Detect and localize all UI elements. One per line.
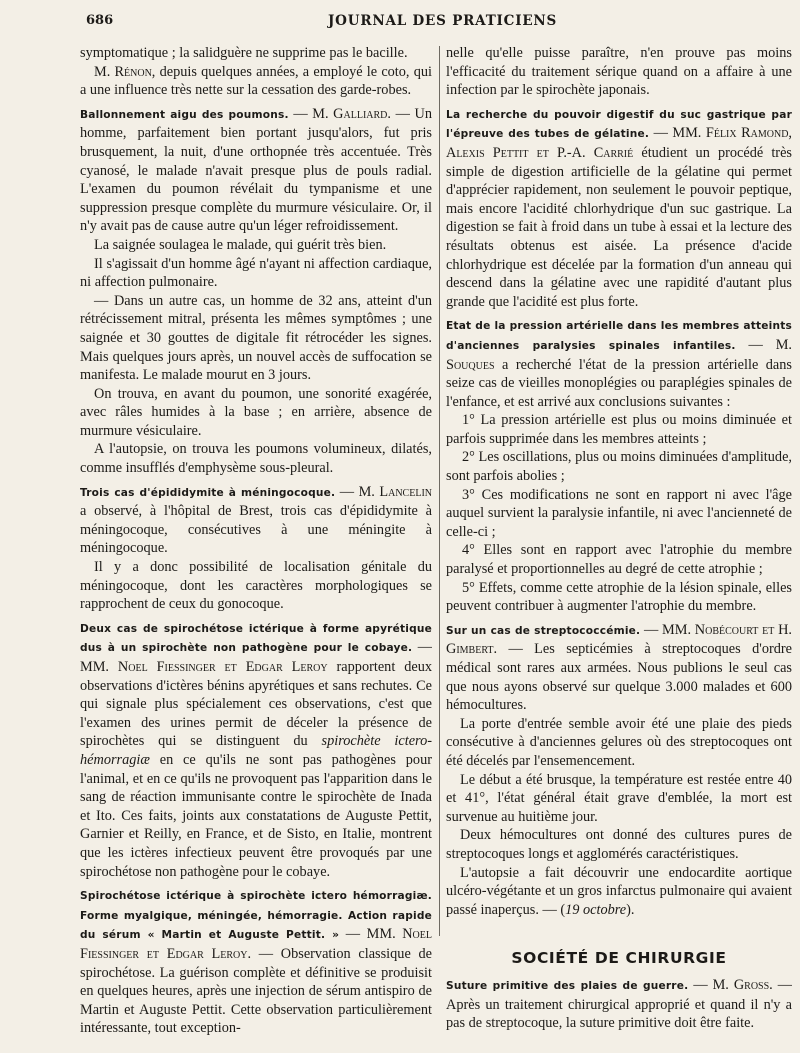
paragraph-autopsie-poumons: A l'autopsie, on trouva les poumons volumineux, dilatés, comme insufflés d'emphysème sous-pleural. bbox=[80, 441, 432, 477]
entry-title-suture-primitive: Suture primitive des plaies de guerre. bbox=[446, 979, 689, 992]
entry-spirochetose-hemorragiae bbox=[80, 886, 432, 1038]
autopsie-text: L'autopsie a fait découvrir une endocardite aortique ulcéro-végétante et un gros infarctus pulmonaire qui avaient passé inaperçus. — ( bbox=[446, 864, 792, 918]
entry-text-epididymite: a observé, à l'hôpital de Brest, trois cas d'épididymite à méningocoque, consécutives à une méningite à méningocoque. bbox=[80, 503, 432, 557]
conclusion-2: 2° Les oscillations, plus ou moins diminuées d'amplitude, sont parfois abolies ; bbox=[446, 449, 792, 485]
paragraph-autopsie-endocardite bbox=[446, 864, 792, 920]
left-column bbox=[80, 44, 432, 1044]
entry-text-pression-arterielle: a recherché l'état de la pression artérielle dans seize cas de vieilles monoplégies ou paraplégies spinales de l'enfance, et est arrivé aux conclusions suivantes : bbox=[446, 356, 792, 410]
entry-dash: — bbox=[339, 926, 367, 943]
entry-author-ramond-pettit-carrie: — MM. Félix Ramond, Alexis Pettit et P.-A. Carrié bbox=[446, 125, 792, 161]
entry-text-ballonnement: — Un homme, parfaitement bien portant jusqu'alors, fut pris brusquement, la nuit, d'une orthopnée très accentuée. Très cyanosé, le malade n'avait presque plus de pouls radial. L'examen du poumon révélait du tympanisme et une suppression presque complète du murmure vésiculaire. Or, il n'y avait pas de cause autre qu'un léger refroidissement. bbox=[80, 105, 432, 235]
right-column bbox=[446, 44, 792, 1044]
meeting-date: 19 octobre bbox=[565, 901, 627, 918]
entry-author-lancelin: — M. Lancelin bbox=[335, 483, 432, 500]
paragraph-homme-age: Il s'agissait d'un homme âgé n'ayant ni affection cardiaque, ni affection pulmonaire. bbox=[80, 255, 432, 291]
entry-title-ballonnement: Ballonnement aigu des poumons. bbox=[80, 108, 289, 121]
entry-streptococcemie bbox=[446, 621, 792, 715]
autopsie-text-end: ). bbox=[626, 901, 635, 918]
conclusion-1: 1° La pression artérielle est plus ou moins diminuée et parfois supprimée dans les membres atteints ; bbox=[446, 412, 792, 447]
journal-title: JOURNAL DES PRATICIENS bbox=[328, 13, 558, 29]
conclusion-3: 3° Ces modifications ne sont en rapport ni avec l'âge auquel survient la paralysie infantile, ni avec l'ancienneté de celle-ci ; bbox=[446, 486, 792, 540]
paragraph-hemocultures: Deux hémocultures ont donné des cultures pures de streptocoques longs et agglomérés caractéristiques. bbox=[446, 827, 792, 862]
entry-author-souques: M. Souques bbox=[446, 336, 792, 373]
paragraph-debut: Le début a été brusque, la température est restée entre 40 et 41°, l'état général était grave d'emblée, la mort est survenue au huitième jour. bbox=[446, 771, 792, 825]
entry-title-suc-gastrique: La recherche du pouvoir digestif du suc gastrique par l'épreuve des tubes de gélatine. bbox=[446, 108, 792, 141]
entry-author-fiessinger-leroy: — MM. Noel Fiessinger et Edgar Leroy bbox=[80, 639, 432, 675]
entry-author-nobecourt-gimbert: — MM. Nobécourt et H. Gimbert. bbox=[446, 621, 792, 658]
paragraph-autre-cas: — Dans un autre cas, un homme de 32 ans, atteint d'un rétrécissement mitral, présenta les mêmes symptômes ; une saignée et 30 gouttes de digitale fit rétrocéder les signes. Mais quelques jours après, un nouvel accès de suffocation se manifesta. Le malade mourut en 3 jours. bbox=[80, 292, 432, 384]
renon-text: depuis quelques années, a employé le coto, qui a une influence très nette sur la cessation des garde-robes. bbox=[80, 63, 432, 99]
paragraph-renon bbox=[80, 63, 432, 100]
paragraph-localisation: Il y a donc possibilité de localisation génitale du méningocoque, dont les caractères morphologiques se rapprochent de ceux du gonocoque. bbox=[80, 559, 432, 613]
entry-title-streptococcemie: Sur un cas de streptococcémie. bbox=[446, 624, 641, 637]
paragraph-porte-entree: La porte d'entrée semble avoir été une plaie des pieds consécutive à d'anciennes gelures où des streptocoques ont été décelés par l'ensemencement. bbox=[446, 715, 792, 769]
entry-text-suture-primitive: — Après un traitement chirurgical approprié et quand il n'y a pas de streptocoque, la suture primitive doit être faite. bbox=[446, 976, 792, 1032]
entry-title-pression-arterielle: Etat de la pression artérielle dans les membres atteints d'anciennes paralysies spinales infantiles. bbox=[446, 320, 792, 352]
entry-text-streptococcemie: — Les septicémies à streptocoques d'ordre médical sont rares aux armées. Nous publions le seul cas que nous ayons observé sur quelque 3.000 malades et 600 hémocultures. bbox=[446, 641, 792, 714]
conclusion-4: 4° Elles sont en rapport avec l'atrophie du membre paralysé et proportionnelles au degré de cette atrophie ; bbox=[446, 542, 792, 578]
entry-author-fiessinger-leroy-2: MM. Noel Fiessinger et Edgar Leroy. bbox=[80, 926, 432, 962]
entry-spirochetose-apyretique bbox=[80, 619, 432, 881]
entry-text-spirochetose-a: rapportent deux observations d'ictères bénins apyrétiques et sans rechutes. Ce qui signale plus spécialement ces observations, c'est que l'examen des urines permit de déceler la présence de spirochètes qui se distinguent du bbox=[80, 659, 432, 750]
entry-pression-arterielle bbox=[446, 316, 792, 411]
conclusion-5: 5° Effets, comme cette atrophie de la lésion spinale, elles peuvent contribuer à augmenter l'atrophie du membre. bbox=[446, 579, 792, 615]
entry-title-spirochetose-apyretique: Deux cas de spirochétose ictérique à forme apyrétique dus à un spirochète non pathogène pour le cobaye. bbox=[80, 622, 432, 655]
paragraph-continuation: nelle qu'elle puisse paraître, n'en prouve pas moins l'efficacité du traitement sérique quand on a affaire à une infection par le spirochète japonais. bbox=[446, 45, 792, 99]
entry-text-suc-gastrique: étudient un procédé très simple de digestion artificielle de la gélatine qui permet d'apprécier rapidement, non seulement le pouvoir peptique, mais encore l'acidité chlorhydrique d'un suc gastrique. La digestion se fait à froid dans un tube à essai et la lecture des résultats obtenus est aisée. La présence d'acide chlorhydrique est décelée par la formation d'un anneau qui descend dans la gélatine avec une rapidité d'autant plus grande que l'acidité est plus forte. bbox=[446, 144, 792, 310]
entry-suc-gastrique bbox=[446, 105, 792, 312]
entry-author-galliard: — M. Galliard. bbox=[288, 105, 391, 122]
entry-author-gross: — M. Gross. bbox=[688, 976, 773, 993]
paragraph-sonorite: On trouva, en avant du poumon, une sonorité exagérée, avec râles humides à la base ; en arrière, absence de murmure vésiculaire. bbox=[80, 385, 432, 439]
entry-ballonnement bbox=[80, 105, 432, 236]
entry-dash-2: — bbox=[735, 336, 776, 353]
section-heading-chirurgie: SOCIÉTÉ DE CHIRURGIE bbox=[511, 949, 727, 968]
entry-text-spirochetose-b: en ce qu'ils ne sont pas pathogènes pour l'animal, et en ce qu'ils ne provoquent pas l'apparition dans le sang de réaction immunisante contre le spirochète de Inada et Ito. Ces faits, joints aux constatations de Auguste Pettit, Garnier et Reilly, en France, et de Sisto, en Italie, montrent que les ictères infectieux peuvent être provoqués par une spirochétose non pathogène pour le cobaye. bbox=[80, 751, 432, 880]
entry-epididymite bbox=[80, 483, 432, 558]
entry-suture-primitive bbox=[446, 976, 792, 1033]
entry-title-epididymite: Trois cas d'épididymite à méningocoque. bbox=[80, 486, 336, 499]
entry-title-spirochetose-hemorragiae: Spirochétose ictérique à spirochète ictero hémorragiæ. Forme myalgique, méningée, hémorragie. Action rapide du sérum « Martin et Auguste Pettit. » bbox=[80, 890, 432, 942]
entry-text-spirochetose-hemorragiae: — Observation classique de spirochétose. La guérison complète et définitive se produisit en quelques heures, après une injection de sérum antispiro de Martin et Auguste Pettit. Cette observation particulièrement intéressante, tout exception- bbox=[80, 945, 432, 1037]
column-rule bbox=[439, 46, 440, 936]
paragraph-saignee: La saignée soulagea le malade, qui guérit très bien. bbox=[94, 236, 387, 253]
paragraph-salidguere: symptomatique ; la salidguère ne supprime pas le bacille. bbox=[80, 45, 408, 61]
author-renon: M. Rénon, bbox=[94, 63, 156, 80]
page-header bbox=[0, 10, 800, 34]
species-name: spirochète ictero-hémorragiæ bbox=[80, 733, 432, 768]
page-number: 686 bbox=[86, 13, 114, 28]
